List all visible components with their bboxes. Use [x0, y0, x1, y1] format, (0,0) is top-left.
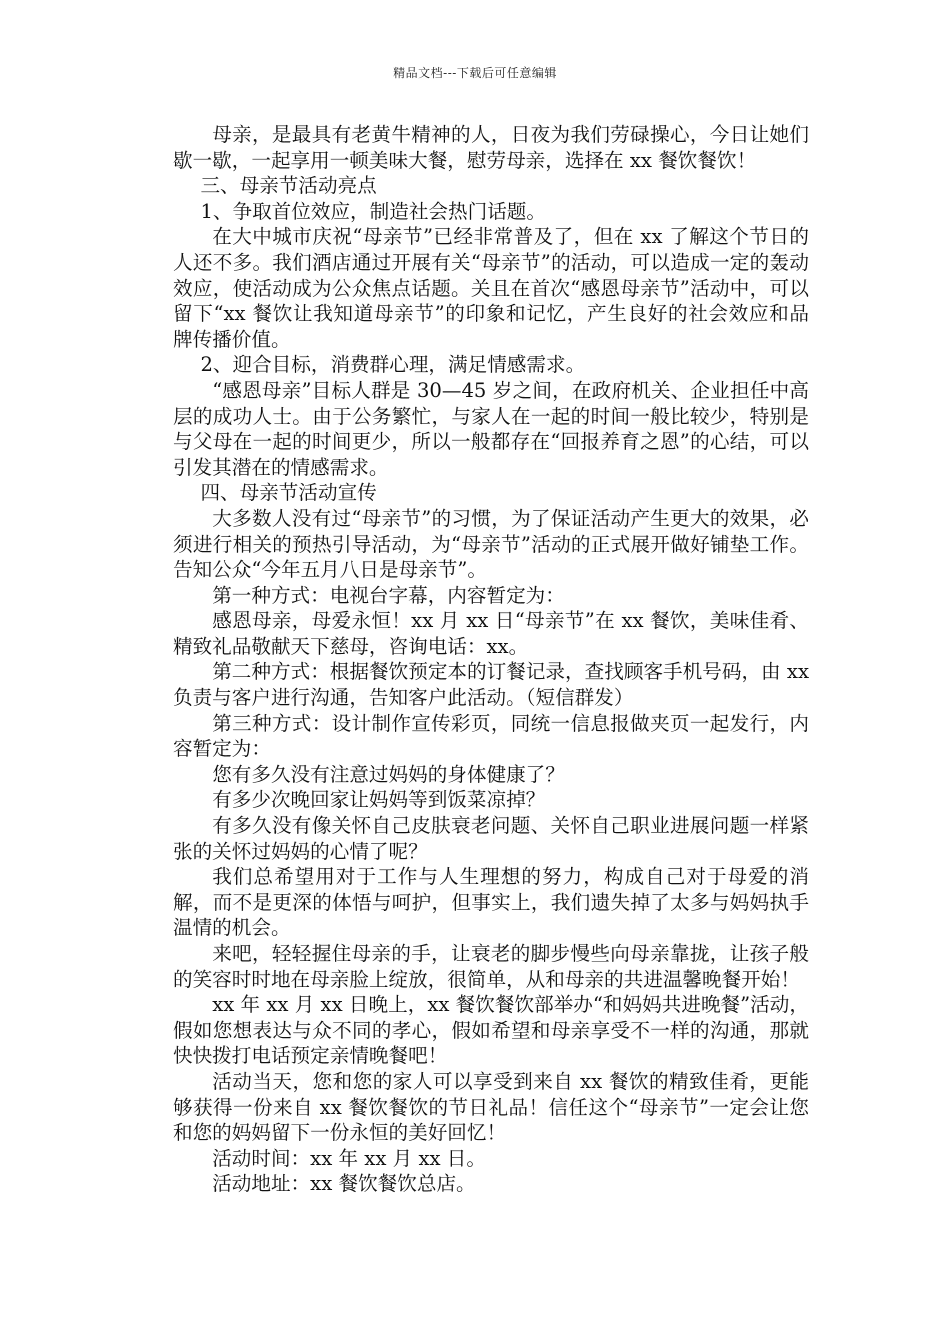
paragraph-event-announcement: xx 年 xx 月 xx 日晚上，xx 餐饮餐饮部举办“和妈妈共进晚餐”活动，假如您想表达与众不同的孝心，假如希望和母亲享受不一样的沟通，那就快快拨打电话预定亲情晚餐吧！ — [173, 993, 809, 1068]
subheading-target-audience: 2、迎合目标，消费群心理，满足情感需求。 — [200, 353, 586, 377]
paragraph-method-three: 第三种方式：设计制作宣传彩页，同统一信息报做夹页一起发行，内容暂定为： — [173, 711, 809, 761]
paragraph-first-mover: 在大中城市庆祝“母亲节”已经非常普及了，但在 xx 了解这个节日的人还不多。我们酒店通过开展有关“母亲节”的活动，可以造成一定的轰动效应，使活动成为公众焦点话题。关且在首次“感恩母亲节”活动中，可以留下“xx 餐饮让我知道母亲节”的印象和记忆，产生良好的社会效应和品牌传播价值。 — [173, 225, 809, 351]
paragraph-question-health: 您有多久没有注意过妈妈的身体健康了？ — [212, 762, 565, 786]
paragraph-method-one: 第一种方式：电视台字幕，内容暂定为： — [212, 583, 565, 607]
section-heading-highlights: 三、母亲节活动亮点 — [200, 174, 377, 198]
document-body — [173, 122, 809, 1197]
section-heading-promotion: 四、母亲节活动宣传 — [200, 481, 377, 505]
paragraph-event-location: 活动地址：xx 餐饮餐饮总店。 — [212, 1172, 476, 1196]
paragraph-target-audience: “感恩母亲”目标人群是 30—45 岁之间，在政府机关、企业担任中高层的成功人士。由于公务繁忙，与家人在一起的时间一般比较少，特别是与父母在一起的时间更少，所以一般都存在“回报养育之恩”的心结，可以引发其潜在的情感需求。 — [173, 378, 809, 479]
paragraph-question-late: 有多少次晚回家让妈妈等到饭菜凉掉？ — [212, 788, 546, 812]
paragraph-event-gifts: 活动当天，您和您的家人可以享受到来自 xx 餐饮的精致佳肴，更能够获得一份来自 xx 餐饮餐饮的节日礼品！信任这个“母亲节”一定会让您和您的妈妈留下一份永恒的美好回忆！ — [173, 1069, 809, 1145]
paragraph-invitation: 来吧，轻轻握住母亲的手，让衰老的脚步慢些向母亲靠拢，让孩子般的笑容时时地在母亲脸上绽放，很简单，从和母亲的共进温馨晚餐开始！ — [173, 942, 809, 991]
paragraph-method-two: 第二种方式：根据餐饮预定本的订餐记录，查找顾客手机号码，由 xx 负责与客户进行沟通，告知客户此活动。（短信群发） — [173, 660, 809, 710]
page-header: 精品文档---下载后可任意编辑 — [393, 66, 557, 80]
subheading-first-mover: 1、争取首位效应，制造社会热门话题。 — [200, 199, 546, 223]
paragraph-reflection: 我们总希望用对于工作与人生理想的努力，构成自己对于母爱的消解，而不是更深的体悟与呵护，但事实上，我们遗失掉了太多与妈妈执手温情的机会。 — [173, 865, 809, 940]
paragraph-method-one-content: 感恩母亲，母爱永恒！xx 月 xx 日“母亲节”在 xx 餐饮，美味佳肴、精致礼品敬献天下慈母，咨询电话：xx。 — [173, 609, 809, 658]
paragraph-promotion: 大多数人没有过“母亲节”的习惯，为了保证活动产生更大的效果，必须进行相关的预热引导活动，为“母亲节”活动的正式展开做好铺垫工作。告知公众“今年五月八日是母亲节”。 — [173, 506, 809, 582]
paragraph-question-care: 有多久没有像关怀自己皮肤衰老问题、关怀自己职业进展问题一样紧张的关怀过妈妈的心情了呢？ — [173, 814, 809, 863]
paragraph-event-time: 活动时间：xx 年 xx 月 xx 日。 — [212, 1146, 486, 1170]
paragraph-intro: 母亲，是最具有老黄牛精神的人，日夜为我们劳碌操心，今日让她们歇一歇，一起享用一顿美味大餐，慰劳母亲，选择在 xx 餐饮餐饮！ — [173, 123, 809, 172]
